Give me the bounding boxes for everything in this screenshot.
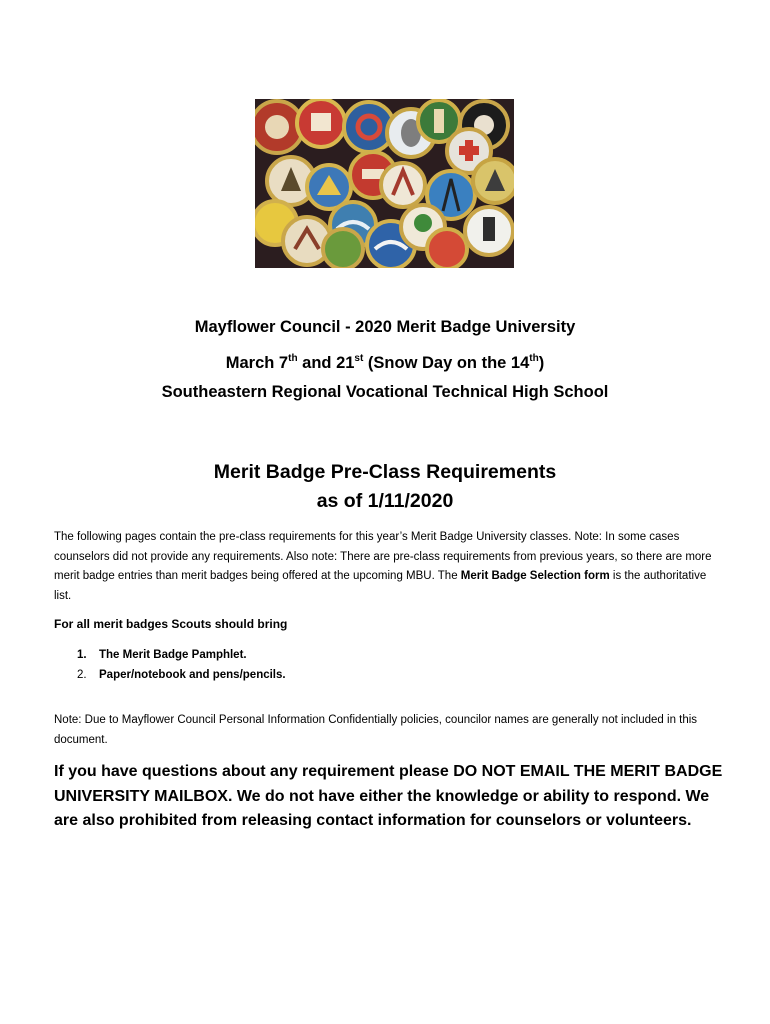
list-item bbox=[77, 645, 677, 665]
document-title bbox=[0, 458, 770, 516]
event-date bbox=[0, 352, 770, 374]
intro-bold-text: Merit Badge Selection form bbox=[460, 570, 610, 582]
bring-list bbox=[77, 645, 677, 685]
privacy-note: Note: Due to Mayflower Council Personal Information Confidentially policies, councilor names are generally not included in this document. bbox=[54, 714, 698, 746]
list-item-text: The Merit Badge Pamphlet. bbox=[99, 649, 247, 661]
contact-warning: If you have questions about any requirement please DO NOT EMAIL THE MERIT BADGE UNIVERSITY MAILBOX. We do not have either the knowledge or ability to respond. We are also prohibited from releasing contact information for counselors or volunteers. bbox=[54, 763, 723, 829]
list-item-text: Paper/notebook and pens/pencils. bbox=[99, 669, 286, 681]
intro-text: The following pages contain the pre-class requirements for this year’s Merit Badge University classes. Note: In some cases counselors did not provide any requirements. Also note: There are pre-class requirements from previous years, so there are more merit badge entries than merit badges being offered at the upcoming MBU. The bbox=[54, 531, 712, 582]
badge-patch bbox=[381, 163, 425, 207]
badge-patch bbox=[427, 229, 467, 268]
badge-patch bbox=[465, 207, 513, 255]
intro-tail-text: is the authoritative list. bbox=[54, 570, 707, 602]
event-title: Mayflower Council - 2020 Merit Badge University bbox=[194, 318, 576, 336]
event-date-part: (Snow Day on the 14 bbox=[363, 354, 530, 372]
ordinal-suffix: st bbox=[354, 353, 364, 364]
document-title-date: as of 1/11/2020 bbox=[316, 490, 454, 512]
merit-badges-photo bbox=[255, 99, 514, 268]
bring-heading: For all merit badges Scouts should bring bbox=[54, 617, 288, 631]
list-item bbox=[77, 665, 677, 685]
document-title-line: Merit Badge Pre-Class Requirements bbox=[213, 461, 557, 483]
event-date-part: and 21 bbox=[297, 354, 355, 372]
list-item-number: 2. bbox=[77, 669, 87, 681]
ordinal-suffix: th bbox=[529, 353, 539, 364]
ordinal-suffix: th bbox=[288, 353, 298, 364]
badge-patch bbox=[323, 229, 363, 268]
event-date-part: ) bbox=[538, 354, 545, 372]
merit-badges-illustration bbox=[255, 99, 514, 268]
badge-patch bbox=[297, 99, 345, 147]
intro-paragraph bbox=[54, 528, 724, 606]
event-date-part: March 7 bbox=[225, 354, 289, 372]
badge-patch bbox=[473, 159, 514, 203]
list-item-number: 1. bbox=[77, 649, 87, 661]
event-venue: Southeastern Regional Vocational Technical High School bbox=[161, 383, 609, 401]
